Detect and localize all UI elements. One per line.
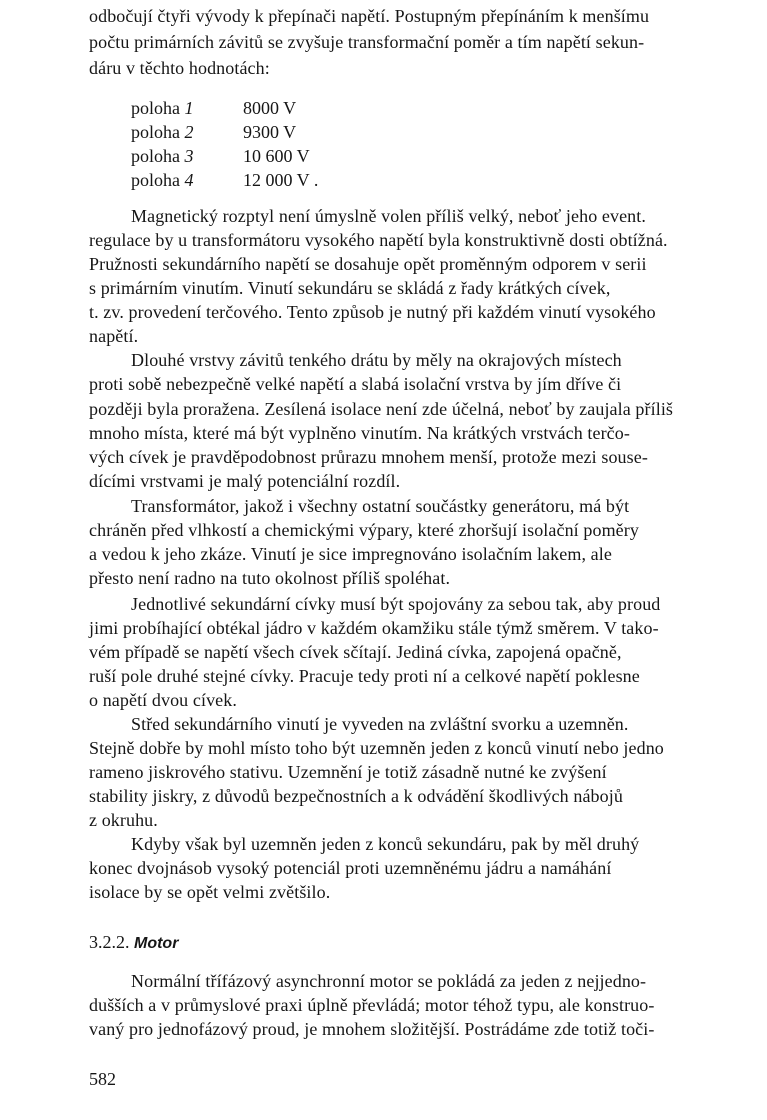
paragraph-line: jimi probíhající obtékal jádro v každém okamžiku stále týmž směrem. V tako- [89,618,659,638]
paragraph-line: proti sobě nebezpečně velké napětí a slabá isolační vrstva by jím dříve či [89,374,622,394]
document-page [89,0,765,1120]
paragraph-line: Normální třífázový asynchronní motor se pokládá za jeden z nejjedno- [131,971,647,991]
paragraph-line: t. zv. provedení terčového. Tento způsob je nutný při každém vinutí vysokého [89,302,656,322]
paragraph-line: Stejně dobře by mohl místo toho být uzemněn jeden z konců vinutí nebo jedno [89,738,664,758]
paragraph-line: regulace by u transformátoru vysokého napětí byla konstruktivně dosti obtížná. [89,230,668,250]
paragraph-line: vaný pro jednofázový proud, je mnohem složitější. Postrádáme zde totiž toči- [89,1019,655,1039]
paragraph-line: později byla proražena. Zesílená isolace není zde účelná, neboť by zaujala příliš [89,399,674,419]
paragraph-line: Transformátor, jakož i všechny ostatní součástky generátoru, má být [131,496,630,516]
paragraph-line: s primárním vinutím. Vinutí sekundáru se skládá z řady krátkých cívek, [89,278,611,298]
paragraph-line: dáru v těchto hodnotách: [89,58,270,78]
position-label: poloha 2 [131,122,194,142]
paragraph-line: o napětí dvou cívek. [89,690,237,710]
section-number: 3.2.2. [89,932,130,952]
paragraph-line: odbočují čtyři vývody k přepínači napětí. Postupným přepínáním k menšímu [89,6,650,26]
paragraph-line: přesto není radno na tuto okolnost příliš spoléhat. [89,568,451,588]
paragraph-line: Střed sekundárního vinutí je vyveden na zvláštní svorku a uzemněn. [131,714,629,734]
paragraph-line: mnoho místa, které má být vyplněno vinutím. Na krátkých vrstvách terčo- [89,423,630,443]
paragraph-line: vých cívek je pravděpodobnost průrazu mnohem menší, protože mezi souse- [89,447,648,467]
paragraph-line: konec dvojnásob vysoký potenciál proti uzemněnému jádru a namáhání [89,858,612,878]
voltage-value: 8000 V [243,98,297,118]
page-number: 582 [89,1069,116,1089]
paragraph-line: počtu primárních závitů se zvyšuje transformační poměr a tím napětí sekun- [89,32,645,52]
voltage-table-row [131,169,318,191]
paragraph-line: ruší pole druhé stejné cívky. Pracuje tedy proti ní a celkové napětí poklesne [89,666,640,686]
position-label: poloha 1 [131,98,194,118]
paragraph-line: dušších a v průmyslové praxi úplně převládá; motor téhož typu, ale konstruo- [89,995,655,1015]
paragraph-line: chráněn před vlhkostí a chemickými výpary, které zhoršují isolační poměry [89,520,639,540]
paragraph-line: rameno jiskrového stativu. Uzemnění je totiž zásadně nutné ke zvýšení [89,762,607,782]
paragraph-line: dícími vrstvami je malý potenciální rozdíl. [89,471,401,491]
voltage-value: 10 600 V [243,146,310,166]
voltage-table-row [131,145,310,167]
section-heading [89,931,178,955]
paragraph-line: stability jiskry, z důvodů bezpečnostních a k odvádění škodlivých nábojů [89,786,623,806]
paragraph-line: Jednotlivé sekundární cívky musí být spojovány za sebou tak, aby proud [131,594,661,614]
voltage-value: 12 000 V . [243,170,319,190]
paragraph-line: a vedou k jeho zkáze. Vinutí je sice impregnováno isolačním lakem, ale [89,544,612,564]
paragraph-line: z okruhu. [89,810,158,830]
voltage-value: 9300 V [243,122,297,142]
paragraph-line: Magnetický rozptyl není úmyslně volen příliš velký, neboť jeho event. [131,206,646,226]
position-label: poloha 3 [131,146,194,166]
position-label: poloha 4 [131,170,194,190]
voltage-table-row [131,97,296,119]
voltage-table-row [131,121,296,143]
paragraph-line: napětí. [89,326,139,346]
paragraph-line: Dlouhé vrstvy závitů tenkého drátu by měly na okrajových místech [131,350,622,370]
section-title: Motor [134,935,179,952]
paragraph-line: isolace by se opět velmi zvětšilo. [89,882,331,902]
paragraph-line: Kdyby však byl uzemněn jeden z konců sekundáru, pak by měl druhý [131,834,640,854]
paragraph-line: Pružnosti sekundárního napětí se dosahuje opět proměnným odporem v serii [89,254,647,274]
paragraph-line: vém případě se napětí všech cívek sčítají. Jediná cívka, zapojená opačně, [89,642,622,662]
